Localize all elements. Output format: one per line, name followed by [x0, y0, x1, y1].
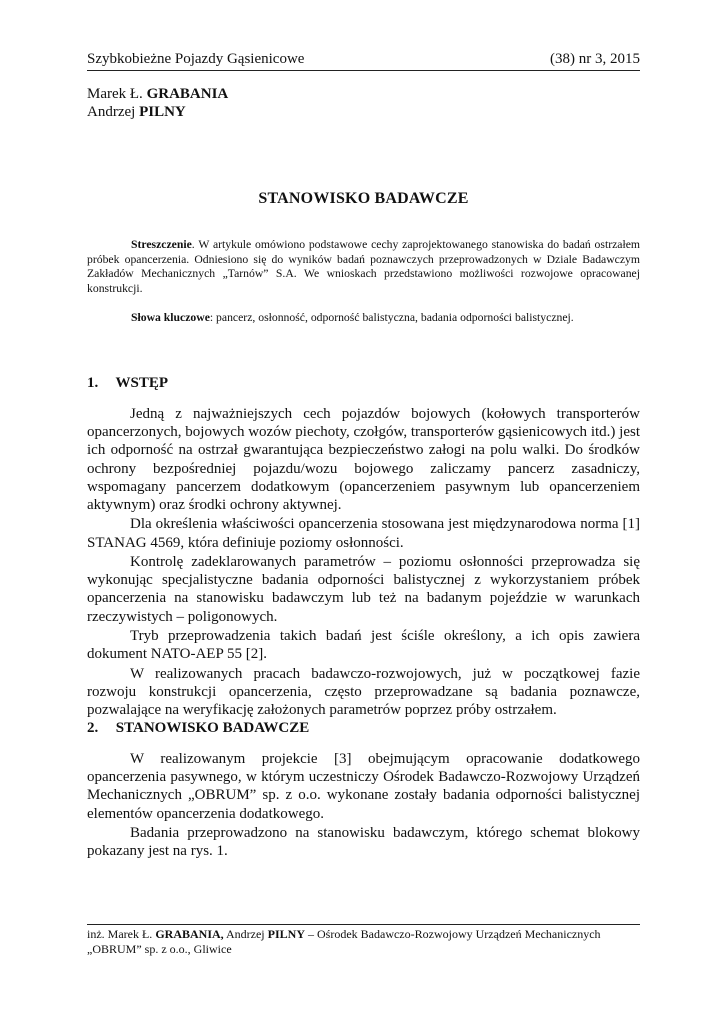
section-2-body	[87, 750, 640, 862]
journal-name: Szybkobieżne Pojazdy Gąsienicowe	[87, 51, 305, 67]
abstract-label: Streszczenie	[131, 238, 192, 251]
section-heading-2: 2. STANOWISKO BADAWCZE	[87, 720, 310, 736]
paragraph: Kontrolę zadeklarowanych parametrów – poziomu osłonności przeprowadza się wykonując specjalistyczne badania odporności balistycznej z wykorzystaniem próbek opancerzenia na stanowisku badawczym lub też na badanym pojeździe w warunkach rzeczywistych – poligonowych.	[87, 554, 640, 625]
paragraph: W realizowanym projekcie [3] obejmującym opracowanie dodatkowego opancerzenia pasywnego, w którym uczestniczy Ośrodek Badawczo-Rozwojowy Urządzeń Mechanicznych „OBRUM” sp. z o.o. wykonane zostały badania odporności balistycznej elementów opancerzenia dodatkowego.	[87, 751, 640, 822]
keywords	[87, 311, 640, 326]
paragraph: W realizowanych pracach badawczo-rozwojowych, już w początkowej fazie rozwoju konstrukcji opancerzenia, często przeprowadzane są badania poznawcze, pozwalające na weryfikację założonych parametrów poprzez próby ostrzałem.	[87, 665, 640, 718]
paragraph: Tryb przeprowadzenia takich badań jest ściśle określony, a ich opis zawiera dokument NATO-AEP 55 [2].	[87, 628, 640, 663]
abstract	[87, 238, 640, 296]
paragraph: Badania przeprowadzono na stanowisku badawczym, którego schemat blokowy pokazany jest na rys. 1.	[87, 825, 640, 860]
section-heading-1: 1. WSTĘP	[87, 375, 168, 391]
paragraph: Dla określenia właściwości opancerzenia stosowana jest międzynarodowa norma [1] STANAG 4569, która definiuje poziomy osłonności.	[87, 516, 640, 551]
author-list	[87, 86, 228, 121]
author-1: Marek Ł. GRABANIA	[87, 86, 229, 102]
footnote-divider	[87, 924, 640, 925]
section-1-body	[87, 405, 640, 720]
keywords-label: Słowa kluczowe	[131, 311, 210, 324]
author-2: Andrzej PILNY	[87, 103, 186, 120]
keywords-text: : pancerz, osłonność, odporność balistyczna, badania odporności balistycznej.	[209, 311, 574, 324]
abstract-text: . W artykule omówiono podstawowe cechy zaprojektowanego stanowiska do badań ostrzałem próbek opancerzenia. Odniesiono się do wyników badań poznawczych przeprowadzonych w Dziale Badawczym Zakładów Mechanicznych „Tarnów” S.A. We wnioskach przedstawiono możliwości rozwojowe opracowanej konstrukcji.	[87, 238, 640, 295]
running-header	[87, 51, 640, 71]
footnote: inż. Marek Ł. GRABANIA, Andrzej PILNY – Ośrodek Badawczo-Rozwojowy Urządzeń Mechanicznych „OBRUM” sp. z o.o., Gliwice	[87, 927, 601, 956]
issue-number: (38) nr 3, 2015	[550, 51, 640, 67]
paper-title: STANOWISKO BADAWCZE	[258, 190, 469, 207]
paragraph: Jedną z najważniejszych cech pojazdów bojowych (kołowych transporterów opancerzonych, bojowych wozów piechoty, czołgów, transporterów gąsienicowych itd.) jest ich odporność na ostrzał gwarantująca bezpieczeństwo załogi na polu walki. Do środków ochrony bezpośredniej pojazdu/wozu bojowego zaliczamy pancerz zasadniczy, wspomagany pancerzem dodatkowym (opancerzeniem pasywnym lub opancerzeniem aktywnym) oraz środki ochrony aktywnej.	[87, 406, 640, 514]
